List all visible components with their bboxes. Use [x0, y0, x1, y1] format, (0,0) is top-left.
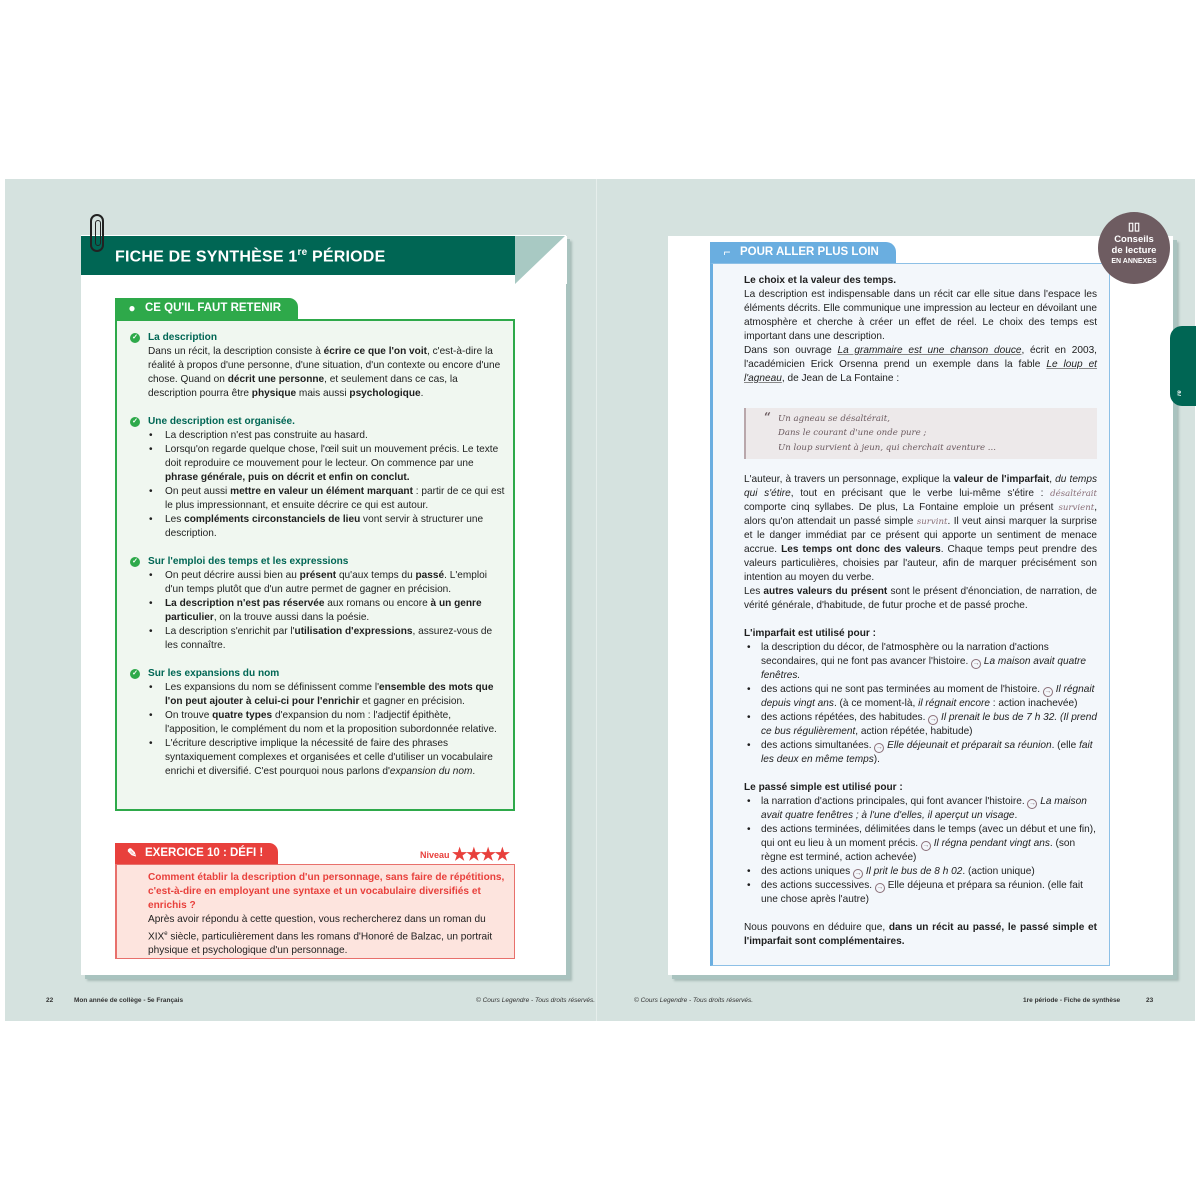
list-item: • On trouve quatre types d'expansion du nom : l'adjectif épithète, l'apposition, le complément du nom et la proposition subordonnée relative. [148, 709, 505, 737]
book-title-link: La grammaire est une chanson douce [837, 345, 1022, 356]
list-item: • L'écriture descriptive implique la nécessité de faire des phrases syntaxiquement complexes et organisées et celle d'utiliser un vocabulaire enrichi et diversifié. C'est pourquoi nous parlons d'expansion du nom. [148, 737, 505, 779]
arrow-right-icon: → [875, 743, 883, 751]
bullet-list [130, 681, 505, 779]
folded-corner-triangle [515, 236, 565, 284]
arrow-right-icon: → [972, 659, 980, 667]
conclusion-paragraph: Nous pouvons en déduire que, dans un récit au passé, le passé simple et l'imparfait sont complémentaires. [744, 921, 1097, 947]
list-item: • des actions simultanées. → Elle déjeunait et préparait sa réunion. (elle fait les deux en même temps). [744, 739, 1097, 767]
list-item: • des actions qui ne sont pas terminées au moment de l'histoire. → Il régnait depuis vingt ans. (à ce moment-là, il régnait encore : action inachevée) [744, 683, 1097, 711]
stairs-icon: ⌐ [723, 245, 731, 259]
list-item: • Lorsqu'on regarde quelque chose, l'œil suit un mouvement précis. Le texte doit reproduire ce mouvement pour le lecteur. On commence par une phrase générale, puis on décrit et enfin on conclut. [148, 443, 505, 485]
right-footer-copyright: © Cours Legendre - Tous droits réservés. [634, 997, 754, 1004]
difficulty-level: Niveau ★★★★ [420, 845, 509, 864]
periode-side-tab[interactable]: re [1170, 326, 1196, 406]
list-item: • Les compléments circonstanciels de lieu vont servir à structurer une description. [148, 513, 505, 541]
section-heading: ✓ Sur l'emploi des temps et les expressions [130, 555, 505, 569]
pencil-icon: ✎ [126, 846, 138, 860]
arrow-right-icon: → [1044, 687, 1052, 695]
right-page-number: 23 [1146, 997, 1154, 1004]
list-item: • On peut aussi mettre en valeur un élément marquant : partir de ce qui est le plus impressionnant, et ensuite décrire ce qui est autour. [148, 485, 505, 513]
passe-simple-list [744, 795, 1097, 907]
passe-simple-heading: Le passé simple est utilisé pour : [744, 781, 903, 793]
analysis-paragraph: L'auteur, à travers un personnage, explique la valeur de l'imparfait, du temps qui s'étire, tout en précisant que le verbe lui-même s'étire : désaltérait comporte cinq syllabes. De plus, La Fontaine emploie un présent survient, alors qu'on attendait un passé simple survint. Il veut ainsi marquer la surprise et le danger immédiat par ce présent qui apporte un sentiment de menace accrue. Les temps ont donc des valeurs. Chaque temps peut prendre des valeurs particulières, choisies par l'auteur, afin de marquer précisément son intention au moyen du verbe. [744, 473, 1098, 583]
list-item: • la description du décor, de l'atmosphère ou la narration d'actions secondaires, qui ne font pas avancer l'histoire. → La maison avait quatre fenêtres. [744, 641, 1097, 683]
list-item: • des actions terminées, délimitées dans le temps (avec un début et une fin), qui ont eu lieu à un moment précis. → Il régna pendant vingt ans. (son règne est terminé, action achevée) [744, 823, 1097, 865]
left-footer-copyright: © Cours Legendre - Tous droits réservés. [476, 997, 596, 1004]
bullet-list [130, 429, 505, 541]
retenir-tab: ● CE QU'IL FAUT RETENIR [115, 298, 298, 319]
page-gutter [596, 179, 597, 1021]
retenir-content [130, 331, 505, 779]
quote-mark-icon: “ [764, 410, 771, 424]
aller-plus-loin-content [744, 274, 1097, 949]
arrow-right-icon: → [1028, 799, 1036, 807]
aller-plus-loin-tab: ⌐ POUR ALLER PLUS LOIN [710, 242, 896, 263]
imparfait-list [744, 641, 1097, 767]
arrow-right-icon: → [876, 883, 884, 891]
list-item: • La description s'enrichit par l'utilisation d'expressions, assurez-vous de les connaître. [148, 625, 505, 653]
star-icon: ★★★★ [452, 845, 509, 864]
check-circle-icon: ✓ [130, 417, 140, 427]
conseils-lecture-badge[interactable]: ▯▯ Conseils de lecture EN ANNEXES [1098, 212, 1170, 284]
orsenna-paragraph: Dans son ouvrage La grammaire est une chanson douce, écrit en 2003, l'académicien Erick Orsenna prend un exemple dans la fable Le loup et l'agneau, de Jean de La Fontaine : [744, 345, 1097, 384]
paperclip-icon [90, 214, 104, 252]
exercice-question: Comment établir la description d'un personnage, sans faire de répétitions, c'est-à-dire en employant une syntaxe et un vocabulaire diversifiés et enrichis ? [148, 872, 505, 911]
quote-line: Un agneau se désaltérait, [778, 414, 890, 424]
page-title: FICHE DE SYNTHÈSE 1re PÉRIODE [81, 236, 515, 275]
list-item: • des actions uniques → Il prit le bus de 8 h 02. (action unique) [744, 865, 1097, 879]
left-footer-book: Mon année de collège - 5e Français [74, 997, 184, 1004]
exercice-instruction: Après avoir répondu à cette question, vous rechercherez dans un roman du XIXe siècle, particulièrement dans les romans d'Honoré de Balzac, un portrait physique et psychologique d'un personnage. [148, 914, 493, 957]
list-item: • La description n'est pas construite au hasard. [148, 429, 505, 443]
section-heading: Le choix et la valeur des temps. [744, 275, 897, 286]
imparfait-heading: L'imparfait est utilisé pour : [744, 627, 876, 639]
arrow-right-icon: → [854, 869, 862, 877]
section-heading: ✓ La description [130, 331, 505, 345]
intro-paragraph: La description est indispensable dans un récit car elle situe dans l'espace les éléments décrits. Elle communique une impression au lecteur en dévoilant une atmosphère et cherche à créer un effet de réel. Le choix des temps est important dans une description. [744, 289, 1097, 342]
head-brain-icon: ● [128, 301, 136, 315]
right-footer-section: 1re période - Fiche de synthèse [1023, 997, 1121, 1004]
exercice-tab: ✎ EXERCICE 10 : DÉFI ! [115, 843, 278, 864]
list-item: • des actions répétées, des habitudes. → Il prenait le bus de 7 h 32. (Il prend ce bus régulièrement, action répétée, habitude) [744, 711, 1097, 739]
section-heading: ✓ Une description est organisée. [130, 415, 505, 429]
quote-line: Dans le courant d'une onde pure ; [778, 428, 927, 439]
check-circle-icon: ✓ [130, 669, 140, 679]
section-heading: ✓ Sur les expansions du nom [130, 667, 505, 681]
fable-title-link: Le loup et l'agneau [744, 359, 1097, 384]
bullet-list [130, 569, 505, 653]
section-text: Dans un récit, la description consiste à écrire ce que l'on voit, c'est-à-dire la réalité à propos d'une personne, d'une situation, d'un contexte ou encore d'une chose. Quand on décrit une personne, et seulement dans ce cas, la description pourra être physique mais aussi psychologique. [148, 346, 501, 399]
left-page-number: 22 [46, 997, 54, 1004]
exercice-content [148, 871, 508, 958]
arrow-right-icon: → [922, 841, 930, 849]
check-circle-icon: ✓ [130, 557, 140, 567]
list-item: • des actions successives. → Elle déjeuna et prépara sa réunion. (elle fait une chose après l'autre) [744, 879, 1097, 907]
open-book-icon: ▯▯ [1127, 221, 1141, 233]
arrow-right-icon: → [929, 715, 937, 723]
list-item: • On peut décrire aussi bien au présent qu'aux temps du passé. L'emploi d'un temps plutôt que d'un autre permet de gagner en précision. [148, 569, 505, 597]
check-circle-icon: ✓ [130, 333, 140, 343]
list-item: • La description n'est pas réservée aux romans ou encore à un genre particulier, on la trouve aussi dans la poésie. [148, 597, 505, 625]
list-item: • la narration d'actions principales, qui font avancer l'histoire. → La maison avait quatre fenêtres ; à l'une d'elles, il aperçut un visage. [744, 795, 1097, 823]
quote-line: Un loup survient à jeun, qui cherchait aventure ... [778, 442, 996, 453]
fable-quote [744, 408, 1097, 459]
list-item: • Les expansions du nom se définissent comme l'ensemble des mots que l'on peut ajouter à celui-ci pour l'enrichir et gagner en précision. [148, 681, 505, 709]
present-paragraph: Les autres valeurs du présent sont le présent d'énonciation, de narration, de vérité générale, d'habitude, de futur proche et de passé proche. [744, 585, 1097, 611]
